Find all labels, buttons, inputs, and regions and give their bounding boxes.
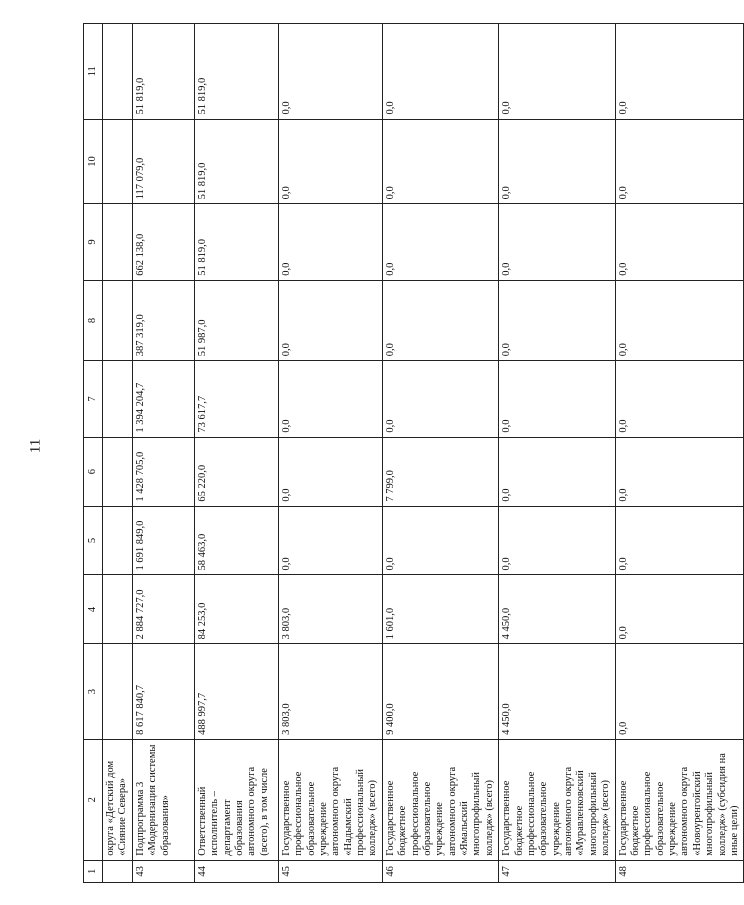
value-cell: 0,0 xyxy=(278,361,382,437)
header-cell: 9 xyxy=(84,204,103,280)
row-name-cell: Ответственный исполнитель – департамент образования автономного округа (всего), в том числе xyxy=(194,739,278,860)
value-cell: 58 463,0 xyxy=(194,506,278,575)
header-cell: 1 xyxy=(84,860,103,882)
value-cell: 0,0 xyxy=(278,24,382,120)
value-cell xyxy=(103,119,133,204)
value-cell: 7 799,0 xyxy=(382,437,498,506)
value-cell: 0,0 xyxy=(615,204,744,280)
row-number-cell: 47 xyxy=(499,860,615,882)
header-cell: 11 xyxy=(84,24,103,120)
value-cell: 84 253,0 xyxy=(194,575,278,644)
row-number-cell: 46 xyxy=(382,860,498,882)
table-row xyxy=(382,24,498,883)
budget-table xyxy=(83,23,744,883)
value-cell: 488 997,7 xyxy=(194,644,278,739)
document-sheet xyxy=(83,23,740,883)
value-cell: 0,0 xyxy=(499,119,615,204)
row-number-cell xyxy=(103,860,133,882)
table-row xyxy=(194,24,278,883)
value-cell xyxy=(103,24,133,120)
value-cell: 0,0 xyxy=(615,119,744,204)
value-cell: 0,0 xyxy=(278,506,382,575)
value-cell xyxy=(103,204,133,280)
value-cell xyxy=(103,506,133,575)
header-cell: 10 xyxy=(84,119,103,204)
value-cell: 0,0 xyxy=(278,437,382,506)
value-cell xyxy=(103,575,133,644)
header-cell: 7 xyxy=(84,361,103,437)
value-cell: 0,0 xyxy=(382,119,498,204)
value-cell: 0,0 xyxy=(499,437,615,506)
value-cell: 0,0 xyxy=(615,437,744,506)
value-cell: 0,0 xyxy=(615,361,744,437)
row-name-cell: Государственное профессиональное образовательное учреждение автономного округа «Надымский профессиональный колледж» (всего) xyxy=(278,739,382,860)
value-cell: 0,0 xyxy=(615,24,744,120)
table-row xyxy=(615,24,744,883)
header-cell: 4 xyxy=(84,575,103,644)
table-row xyxy=(103,24,133,883)
header-cell: 2 xyxy=(84,739,103,860)
value-cell xyxy=(103,437,133,506)
value-cell: 0,0 xyxy=(382,204,498,280)
value-cell: 4 450,0 xyxy=(499,644,615,739)
table-body xyxy=(84,24,744,883)
value-cell: 0,0 xyxy=(615,575,744,644)
value-cell: 73 617,7 xyxy=(194,361,278,437)
table-row xyxy=(499,24,615,883)
value-cell: 65 220,0 xyxy=(194,437,278,506)
row-number-cell: 45 xyxy=(278,860,382,882)
value-cell: 0,0 xyxy=(382,361,498,437)
value-cell: 0,0 xyxy=(382,280,498,361)
value-cell: 1 691 849,0 xyxy=(132,506,194,575)
value-cell: 0,0 xyxy=(615,644,744,739)
value-cell: 8 617 840,7 xyxy=(132,644,194,739)
value-cell: 51 819,0 xyxy=(194,204,278,280)
value-cell xyxy=(103,280,133,361)
value-cell xyxy=(103,361,133,437)
table-row xyxy=(132,24,194,883)
header-row xyxy=(84,24,103,883)
value-cell: 387 319,0 xyxy=(132,280,194,361)
value-cell: 9 400,0 xyxy=(382,644,498,739)
value-cell: 0,0 xyxy=(499,280,615,361)
row-name-cell: Государственное бюджетное профессиональное образовательное учреждение автономного округа «Новоуренгойский многопрофильный колледж» (субсидия на иные цели) xyxy=(615,739,744,860)
value-cell xyxy=(103,644,133,739)
value-cell: 0,0 xyxy=(499,204,615,280)
value-cell: 0,0 xyxy=(615,506,744,575)
header-cell: 6 xyxy=(84,437,103,506)
page-number: 11 xyxy=(27,438,44,454)
value-cell: 3 803,0 xyxy=(278,575,382,644)
value-cell: 0,0 xyxy=(278,280,382,361)
row-name-cell: Подпрограмма 3 «Модернизация системы образования» xyxy=(132,739,194,860)
rotated-table-wrapper xyxy=(83,23,740,883)
header-cell: 3 xyxy=(84,644,103,739)
row-number-cell: 43 xyxy=(132,860,194,882)
value-cell: 117 079,0 xyxy=(132,119,194,204)
row-name-cell: Государственное бюджетное профессиональное образовательное учреждение автономного округа «Ямальский многопрофильный колледж» (всего) xyxy=(382,739,498,860)
value-cell: 0,0 xyxy=(382,24,498,120)
row-number-cell: 44 xyxy=(194,860,278,882)
row-name-cell: Государственное бюджетное профессиональное образовательное учреждение автономного округа «Муравленковский многопрофильный колледж» (всего) xyxy=(499,739,615,860)
table-row xyxy=(278,24,382,883)
value-cell: 1 601,0 xyxy=(382,575,498,644)
value-cell: 4 450,0 xyxy=(499,575,615,644)
value-cell: 0,0 xyxy=(499,24,615,120)
header-cell: 8 xyxy=(84,280,103,361)
value-cell: 0,0 xyxy=(499,506,615,575)
value-cell: 0,0 xyxy=(615,280,744,361)
value-cell: 0,0 xyxy=(278,119,382,204)
value-cell: 51 819,0 xyxy=(194,119,278,204)
value-cell: 2 884 727,0 xyxy=(132,575,194,644)
header-cell: 5 xyxy=(84,506,103,575)
row-name-cell: округа «Детский дом «Сияние Севера» xyxy=(103,739,133,860)
value-cell: 1 428 705,0 xyxy=(132,437,194,506)
value-cell: 0,0 xyxy=(278,204,382,280)
value-cell: 51 987,0 xyxy=(194,280,278,361)
value-cell: 0,0 xyxy=(382,506,498,575)
value-cell: 51 819,0 xyxy=(194,24,278,120)
value-cell: 1 394 204,7 xyxy=(132,361,194,437)
row-number-cell: 48 xyxy=(615,860,744,882)
value-cell: 51 819,0 xyxy=(132,24,194,120)
value-cell: 0,0 xyxy=(499,361,615,437)
value-cell: 662 138,0 xyxy=(132,204,194,280)
value-cell: 3 803,0 xyxy=(278,644,382,739)
